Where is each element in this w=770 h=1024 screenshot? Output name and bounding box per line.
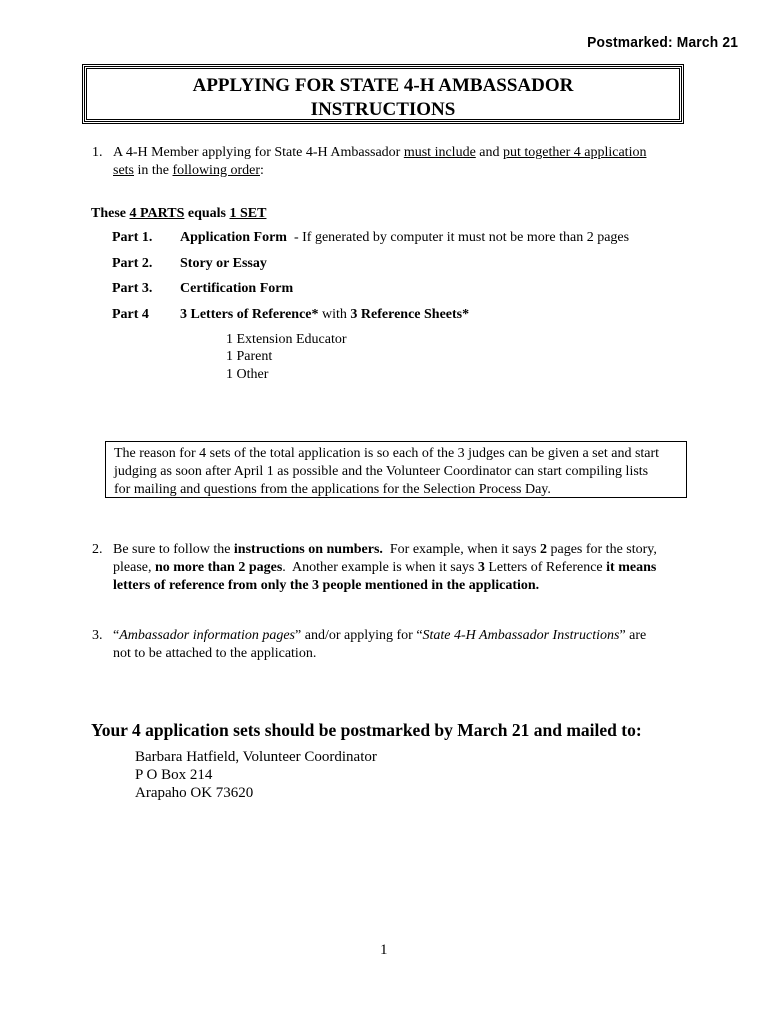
page-number: 1 (380, 942, 388, 958)
reference-1: 1 Extension Educator (226, 332, 347, 347)
address-line-2: P O Box 214 (135, 767, 213, 783)
title-box (84, 66, 682, 122)
mail-heading: Your 4 application sets should be postmarked by March 21 and mailed to: (91, 720, 642, 740)
item2-t5: . Another example is when it says (282, 560, 478, 575)
item1-u3: sets (113, 163, 134, 178)
item1-u2: put together 4 application (503, 145, 647, 160)
part-4-mid: with (318, 307, 351, 322)
item1-t2: and (475, 145, 503, 160)
item2-b6: letters of reference from only the 3 people mentioned in the application. (113, 578, 540, 593)
item3-t3: ” are (619, 628, 647, 643)
item2-line-1 (113, 541, 703, 559)
item3-i2: State 4-H Ambassador Instructions (422, 628, 620, 643)
item2-t4: please, (113, 560, 155, 575)
postmarked-date: Postmarked: March 21 (587, 34, 738, 51)
item2-b4: 3 (477, 560, 485, 575)
item1-line-2 (113, 162, 693, 180)
part-3-label: Part 3. (112, 281, 153, 296)
item2-b1: instructions on numbers. (233, 542, 383, 557)
item1-t3: in the (134, 163, 173, 178)
part-4-name2: 3 Reference Sheets* (350, 307, 470, 322)
item2-b5: it means (606, 560, 657, 575)
note-box (105, 441, 687, 498)
item3-t1: “ (113, 628, 120, 643)
item1-text (113, 144, 693, 180)
item3-number: 3. (92, 628, 103, 643)
reference-3: 1 Other (226, 367, 269, 382)
item2-t6: Letters of Reference (484, 560, 607, 575)
note-line-2: judging as soon after April 1 as possible and the Volunteer Coordinator can start compiling lists (114, 464, 649, 479)
item1-line-1 (113, 144, 693, 162)
note-line-3: for mailing and questions from the applications for the Selection Process Day. (114, 482, 551, 497)
part-3-name: Certification Form (180, 281, 294, 296)
part-1-name: Application Form (180, 230, 287, 245)
part-1-label: Part 1. (112, 230, 153, 245)
item3-line-2: not to be attached to the application. (113, 646, 317, 661)
item2-line-2 (113, 559, 703, 577)
item2-b2: 2 (539, 542, 547, 557)
parts-heading-t1: These (91, 206, 130, 221)
parts-heading-u2: 1 SET (229, 206, 267, 221)
parts-heading (91, 205, 266, 223)
item1-t4: : (259, 163, 264, 178)
part-2-text (180, 256, 267, 272)
part-3-text (180, 281, 293, 297)
reference-2: 1 Parent (226, 349, 273, 364)
item3-text (113, 627, 693, 663)
part-2-name: Story or Essay (180, 256, 267, 271)
item2-line-3 (113, 577, 703, 595)
item1-u1: must include (403, 145, 476, 160)
note-line-1: The reason for 4 sets of the total application is so each of the 3 judges can be given a set and start (114, 446, 660, 461)
part-2-label: Part 2. (112, 256, 153, 271)
address-line-1: Barbara Hatfield, Volunteer Coordinator (135, 749, 377, 765)
parts-heading-t2: equals (184, 206, 230, 221)
title-line-1: APPLYING FOR STATE 4-H AMBASSADOR (192, 75, 574, 96)
part-1-text (180, 230, 629, 246)
item1-u4: following order (172, 163, 260, 178)
item2-number: 2. (92, 542, 103, 557)
item2-b3: no more than 2 pages (154, 560, 283, 575)
part-4-name: 3 Letters of Reference* (180, 307, 319, 322)
item2-t2: For example, when it says (382, 542, 540, 557)
item2-t1: Be sure to follow the (113, 542, 234, 557)
item3-line-1 (113, 627, 693, 645)
part-1-note: - If generated by computer it must not be more than 2 pages (286, 230, 630, 245)
item1-number: 1. (92, 145, 103, 160)
address-line-3: Arapaho OK 73620 (135, 785, 254, 801)
part-4-text (180, 307, 469, 323)
item3-t2: ” and/or applying for “ (295, 628, 423, 643)
item3-i1: Ambassador information pages (119, 628, 296, 643)
parts-heading-u1: 4 PARTS (129, 206, 185, 221)
item1-t1: A 4-H Member applying for State 4-H Ambassador (113, 145, 404, 160)
item2-text (113, 541, 703, 595)
part-4-label: Part 4 (112, 307, 149, 322)
item2-t3: pages for the story, (546, 542, 657, 557)
title-line-2: INSTRUCTIONS (310, 99, 456, 120)
